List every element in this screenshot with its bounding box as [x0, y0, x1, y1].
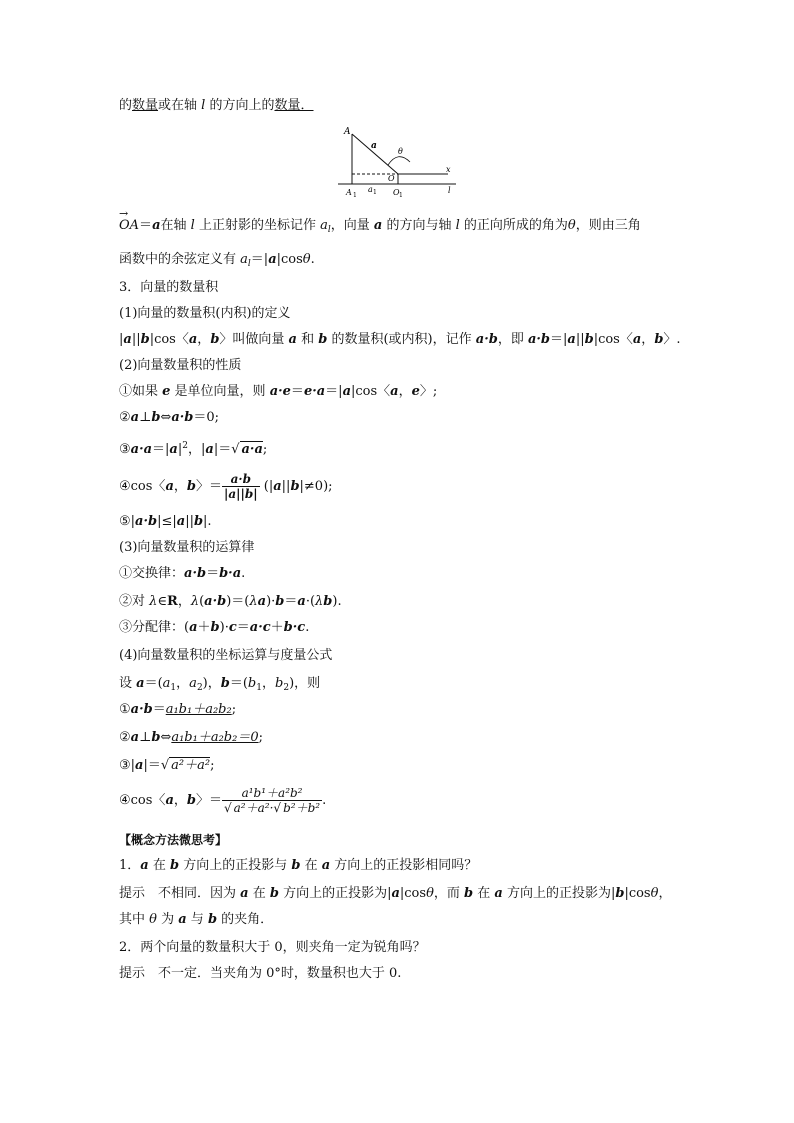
- cos-fraction: $\frac{a\cdot b}{|a||b|}$: [224, 472, 258, 501]
- label-a-point: A: [344, 127, 351, 137]
- subsection-heading-4: (4)向量数量积的坐标运算与度量公式: [119, 648, 333, 663]
- property-1: ①如果 e 是单位向量，则 a·e＝e·a＝|a|cos〈a，e〉;: [119, 384, 438, 399]
- label-o1: O: [393, 188, 400, 197]
- property-2: ②a⊥b⇔a·b＝0;: [119, 410, 220, 425]
- law-distributive: ③分配律：(a＋b)·c＝a·c＋b·c.: [119, 620, 310, 635]
- vector-oa: → OA: [119, 218, 139, 234]
- label-theta: θ: [398, 147, 403, 156]
- label-l: l: [448, 186, 451, 195]
- answer-1-line-2: 其中 θ 为 a 与 b 的夹角．: [119, 912, 274, 927]
- answer-2: 提示 不一定．当夹角为 0°时，数量积也大于 0.: [119, 966, 402, 981]
- property-3: $③a\cdot a=|a|^2$，|a|＝√ a·a;: [119, 441, 268, 457]
- subsection-heading-3: (3)向量数量积的运算律: [119, 540, 255, 555]
- text-line-2: → OA＝a在轴 l 上正射影的坐标记作 $a_l$，向量 a 的方向与轴 l 的正向所成的角为θ，则由三角: [119, 218, 641, 238]
- label-a1-len: a: [368, 185, 373, 194]
- text-line-3: 函数中的余弦定义有 $a_l=|a|\cos\theta$.: [119, 252, 315, 269]
- angle-fraction: $\frac{\text{a¹b¹＋a²b²}}{\text{√ a²＋a²·√ b²＋b²}}$: [224, 786, 321, 815]
- label-o1-sub: 1: [399, 192, 403, 198]
- projection-figure: [338, 124, 462, 198]
- text: 的: [119, 98, 133, 113]
- coordinate-setup: 设 $a=(a_1$，$a_2$)，$b=(b_1$，$b_2$)，则: [119, 676, 321, 693]
- underlined-text: 数量．: [274, 98, 314, 113]
- text-line-1: [119, 98, 314, 114]
- text: 或在轴: [158, 98, 202, 113]
- law-commutative: ①交换律：a·b＝b·a.: [119, 566, 246, 581]
- label-a1-sub: 1: [353, 192, 357, 198]
- coordinate-formula-1: ①a·b＝a₁b₁＋a₂b₂;: [119, 702, 237, 717]
- answer-1-line-1: 提示 不相同．因为 a 在 b 方向上的正投影为|a|cosθ，而 b 在 a 方向上的正投影为|b|cosθ，: [119, 886, 672, 901]
- question-2: 2．两个向量的数量积大于 0，则夹角一定为锐角吗？: [119, 940, 426, 955]
- label-x: x: [446, 165, 451, 174]
- property-4: ④cos〈a，b〉＝ $\frac{a\cdot b}{|a||b|}$ (|a||b|≠0);: [119, 472, 333, 501]
- subsection-heading-1: (1)向量的数量积(内积)的定义: [119, 306, 291, 321]
- thinking-section-heading: 【概念方法微思考】: [119, 833, 228, 847]
- subsection-heading-2: (2)向量数量积的性质: [119, 358, 242, 373]
- vector-a-line: [352, 134, 398, 174]
- underlined-text: 数量: [132, 98, 159, 113]
- text: 的方向上的: [205, 98, 275, 113]
- axis-symbol: l: [201, 98, 206, 113]
- label-vector-a: a: [371, 141, 377, 151]
- coordinate-formula-4: ④cos〈a，b〉＝ $\frac{\text{a¹b¹＋a²b²}}{\text{√ a²＋a²·√ b²＋b²}}$ .: [119, 786, 327, 815]
- coordinate-formula-2: ②a⊥b⇔a₁b₁＋a₂b₂＝0;: [119, 730, 263, 745]
- angle-arc: [388, 157, 410, 165]
- label-a1-len-sub: 1: [373, 189, 377, 196]
- definition-line: |a||b|cos〈a，b〉叫做向量 a 和 b 的数量积(或内积)，记作 a·b，即 a·b＝|a||b|cos〈a，b〉.: [119, 332, 681, 347]
- label-a1: A: [346, 188, 352, 197]
- question-1: 1．a 在 b 方向上的正投影与 b 在 a 方向上的正投影相同吗？: [119, 858, 478, 873]
- property-5: ⑤|a·b|≤|a||b|.: [119, 514, 212, 529]
- law-scalar: ②对 λ∈R，λ(a·b)＝(λa)·b＝a·(λb).: [119, 594, 342, 609]
- coordinate-formula-3: ③|a|＝√ a²＋a²;: [119, 758, 215, 773]
- section-heading-3: 3．向量的数量积: [119, 280, 219, 295]
- label-o: O: [388, 174, 395, 183]
